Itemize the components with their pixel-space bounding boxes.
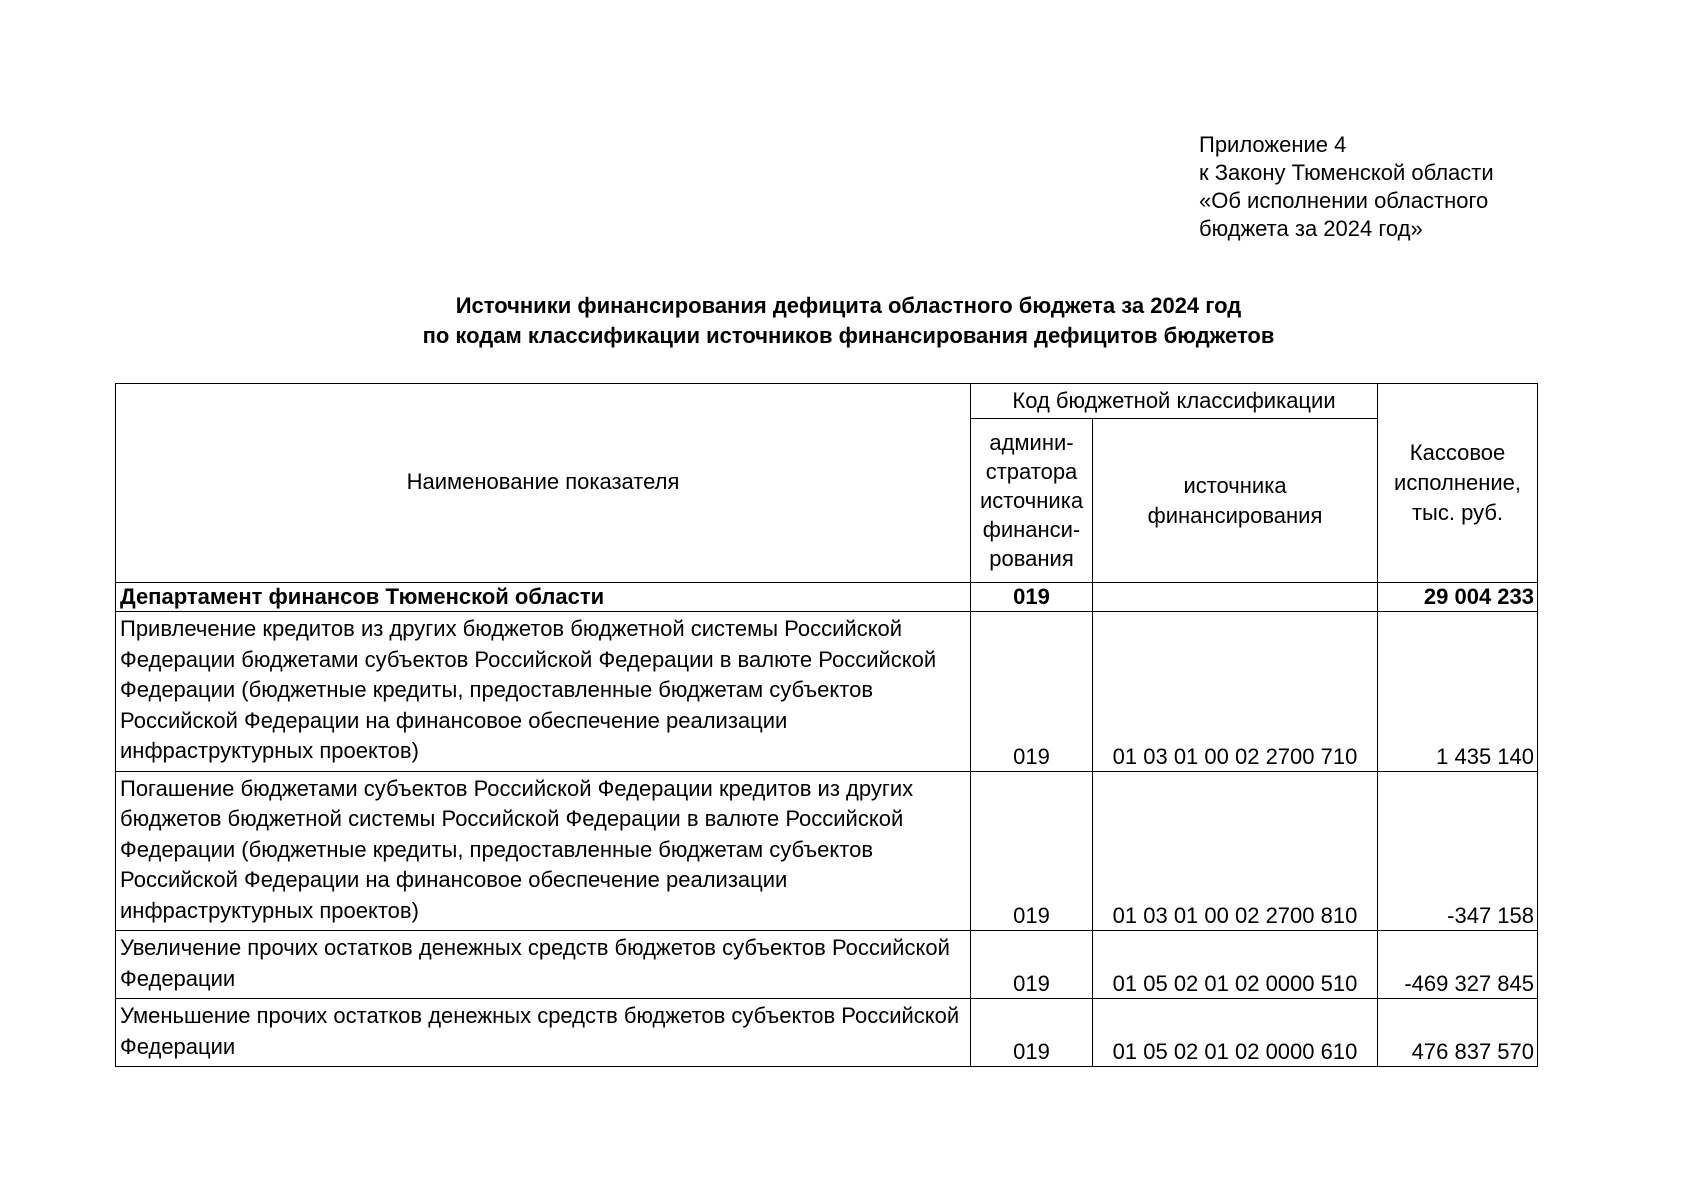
header-budget-code: Код бюджетной классификации [971, 384, 1378, 419]
row-admin-code: 019 [971, 931, 1093, 999]
row-amount: 1 435 140 [1378, 612, 1538, 772]
title-line-2: по кодам классификации источников финансирования дефицитов бюджетов [422, 323, 1275, 348]
row-name: Привлечение кредитов из других бюджетов бюджетной системы Российской Федерации бюджетами субъектов Российской Федерации в валюте Российской Федерации (бюджетные кредиты, предоставленные бюджетам субъектов Российской Федерации на финансовое обеспечение реализации инфраструктурных проектов) [116, 612, 971, 772]
table-row [116, 612, 1538, 772]
table-row [116, 999, 1538, 1067]
row-name: Погашение бюджетами субъектов Российской Федерации кредитов из других бюджетов бюджетной системы Российской Федерации в валюте Российской Федерации (бюджетные кредиты, предоставленные бюджетам субъектов Российской Федерации на финансовое обеспечение реализации инфраструктурных проектов) [116, 771, 971, 931]
row-admin-code: 019 [971, 612, 1093, 772]
row-name: Департамент финансов Тюменской области [116, 583, 971, 612]
row-source-code: 01 03 01 00 02 2700 710 [1093, 612, 1378, 772]
appendix-note [1199, 131, 1494, 243]
appendix-line: бюджета за 2024 год» [1199, 216, 1423, 241]
appendix-line: «Об исполнении областного [1199, 188, 1489, 213]
row-source-code: 01 05 02 01 02 0000 510 [1093, 931, 1378, 999]
row-source-code: 01 05 02 01 02 0000 610 [1093, 999, 1378, 1067]
title-line-1: Источники финансирования дефицита областного бюджета за 2024 год [455, 293, 1242, 318]
appendix-line: Приложение 4 [1199, 132, 1347, 157]
table-row-department [116, 583, 1538, 612]
row-amount: 29 004 233 [1378, 583, 1538, 612]
header-cash-execution: Кассовое исполнение, тыс. руб. [1378, 384, 1538, 583]
table-row [116, 771, 1538, 931]
document-title [0, 291, 1697, 351]
row-source-code: 01 03 01 00 02 2700 810 [1093, 771, 1378, 931]
row-source-code [1093, 583, 1378, 612]
row-admin-code: 019 [971, 583, 1093, 612]
row-name: Увеличение прочих остатков денежных средств бюджетов субъектов Российской Федерации [116, 931, 971, 999]
header-administrator: админи- стратора источника финанси- рования [971, 419, 1093, 583]
row-admin-code: 019 [971, 999, 1093, 1067]
header-indicator-name: Наименование показателя [116, 384, 971, 583]
row-admin-code: 019 [971, 771, 1093, 931]
appendix-line: к Закону Тюменской области [1199, 160, 1494, 185]
deficit-sources-table [115, 383, 1538, 1067]
table-row [116, 931, 1538, 999]
row-amount: -347 158 [1378, 771, 1538, 931]
row-amount: -469 327 845 [1378, 931, 1538, 999]
row-name: Уменьшение прочих остатков денежных средств бюджетов субъектов Российской Федерации [116, 999, 971, 1067]
row-amount: 476 837 570 [1378, 999, 1538, 1067]
header-financing-source: источника финансирования [1093, 419, 1378, 583]
